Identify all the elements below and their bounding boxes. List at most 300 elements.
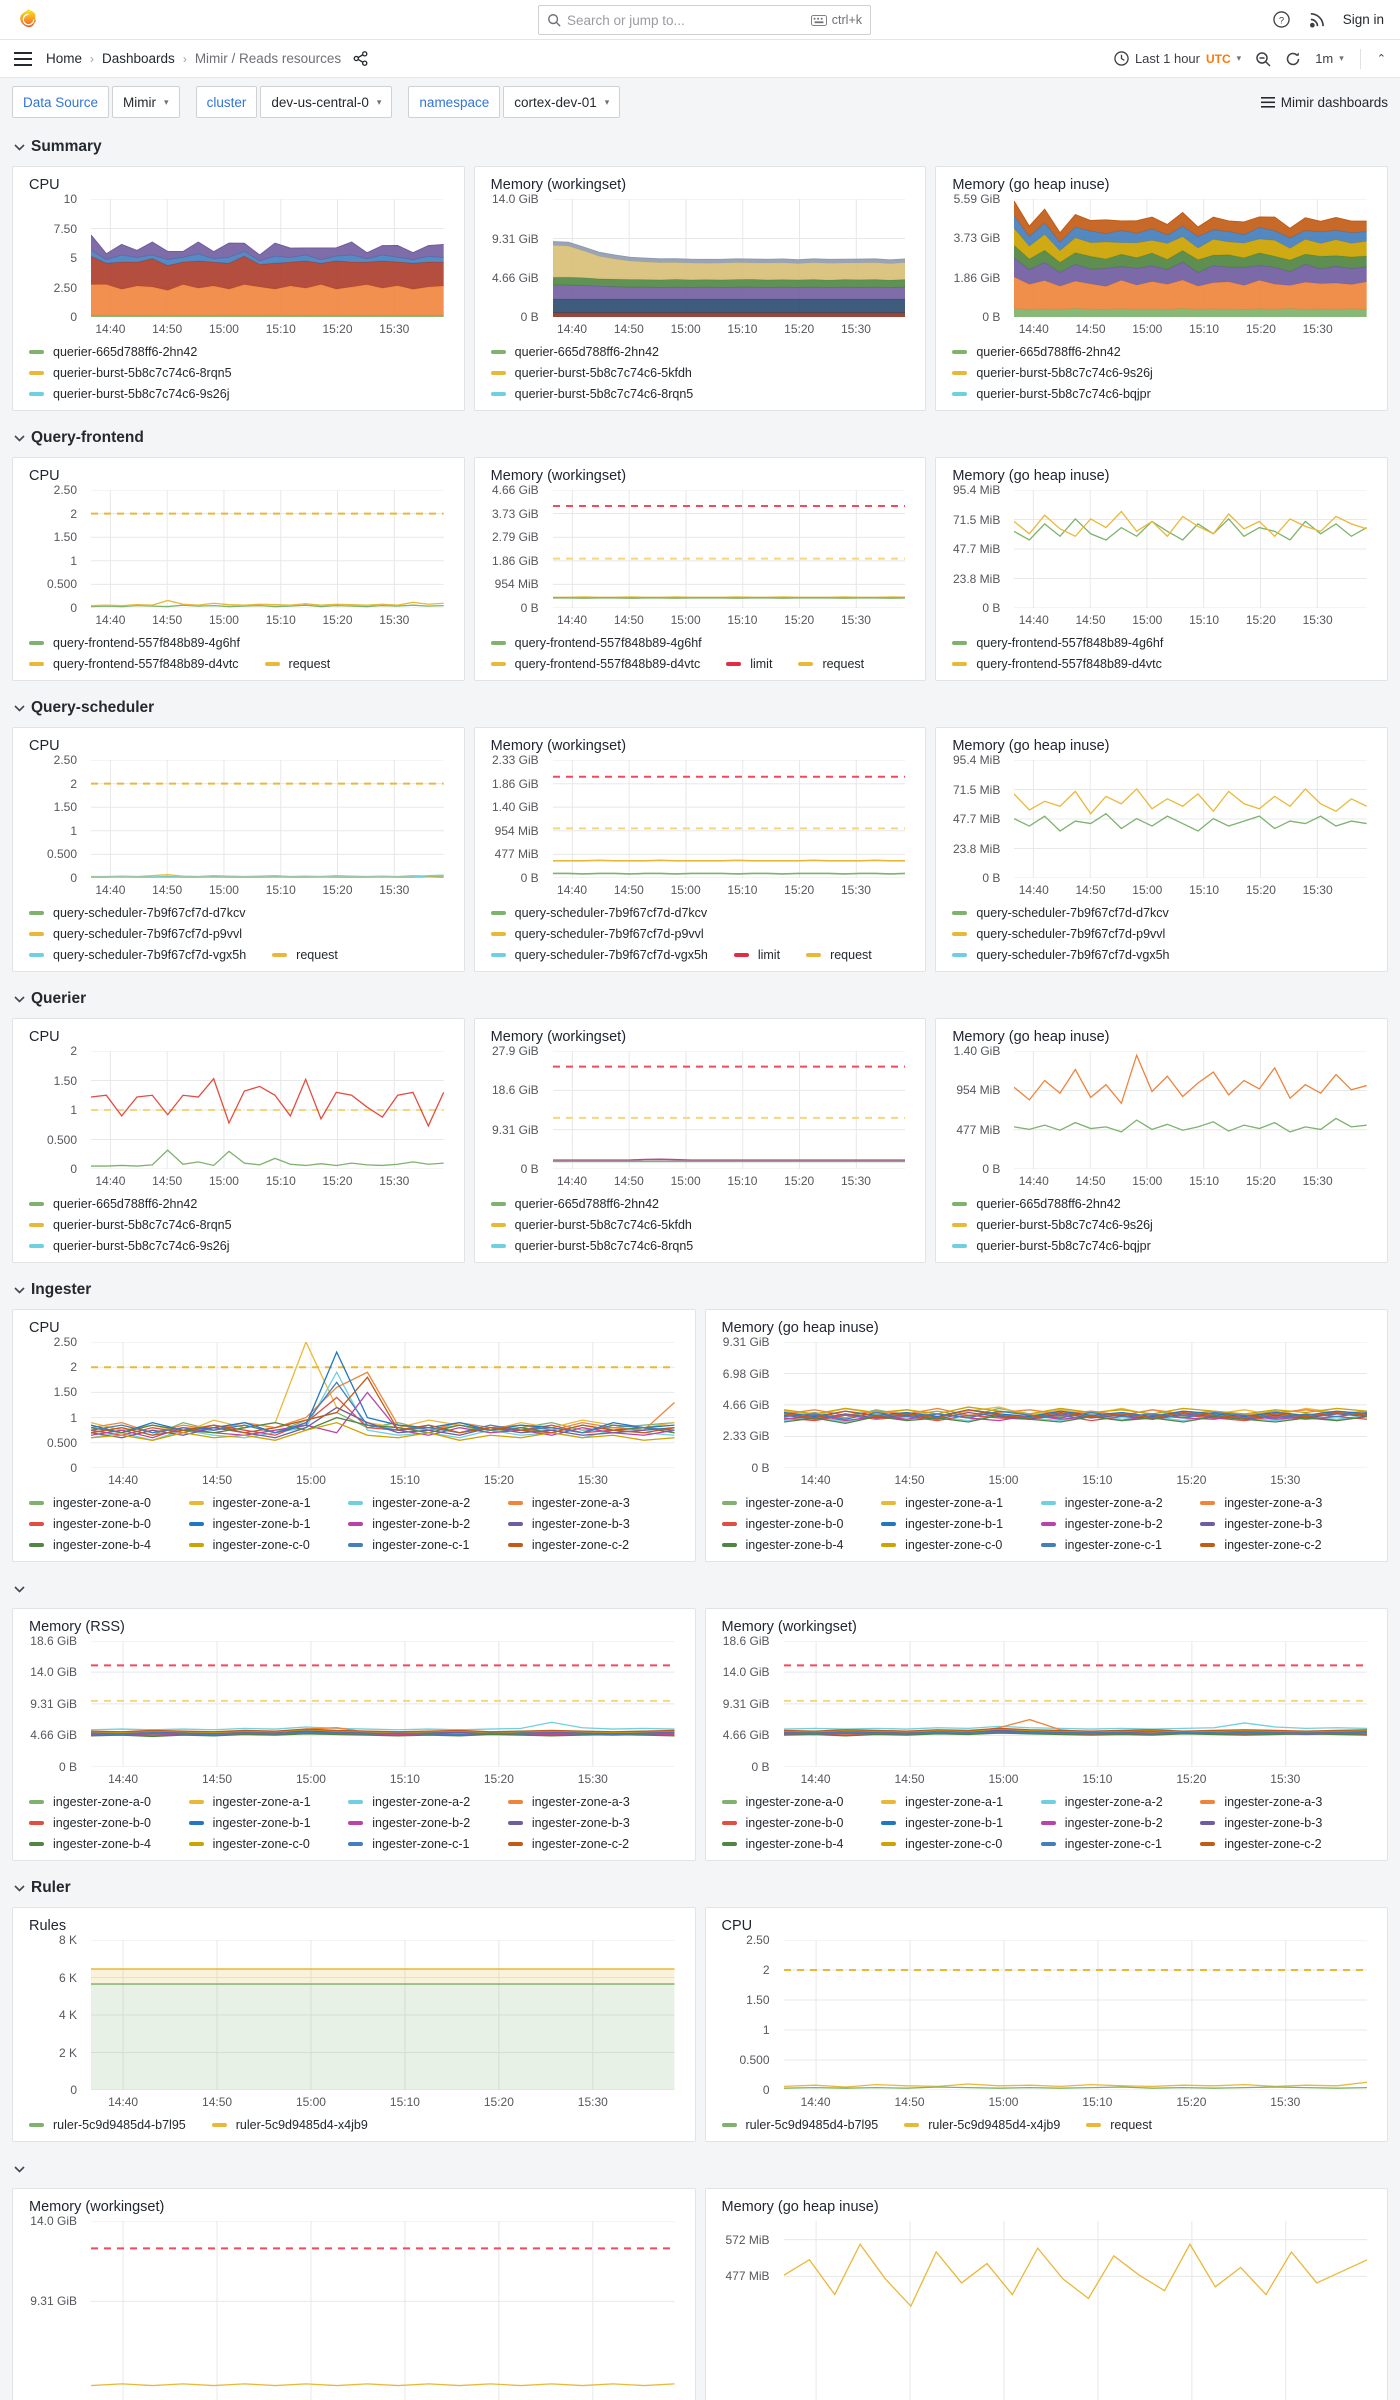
panel-title[interactable]: Memory (go heap inuse): [952, 468, 1110, 484]
series-swatch: [29, 1522, 44, 1526]
panel-title[interactable]: Memory (go heap inuse): [952, 1029, 1110, 1045]
legend-item[interactable]: query-scheduler-7b9f67cf7d-vgx5h: [952, 948, 1169, 962]
legend-item[interactable]: querier-burst-5b8c7c74c6-8rqn5: [491, 387, 694, 401]
chevron-down-icon: [14, 1885, 25, 1892]
panel-title[interactable]: Memory (workingset): [490, 1029, 627, 1045]
panel-title[interactable]: Memory (workingset): [29, 2199, 165, 2215]
legend-item[interactable]: ingester-zone-b-1: [189, 1812, 349, 1833]
series-swatch: [29, 662, 44, 666]
chevron-down-icon: [14, 435, 25, 442]
chart-area[interactable]: [722, 1335, 1368, 1475]
legend-item[interactable]: ingester-zone-c-1: [1041, 1833, 1201, 1854]
legend-item[interactable]: ingester-zone-b-0: [722, 1812, 882, 1833]
namespace-select[interactable]: cortex-dev-01 ▾: [503, 86, 620, 118]
chart-area[interactable]: [491, 753, 906, 885]
series-swatch: [491, 911, 506, 915]
series-swatch: [952, 911, 967, 915]
legend-item[interactable]: query-frontend-557f848b89-4g6hf: [29, 636, 240, 650]
chart-area[interactable]: [725, 2221, 1368, 2400]
x-axis-tick: 14:40: [800, 1772, 831, 1786]
series-swatch: [29, 1821, 44, 1825]
legend-item[interactable]: ingester-zone-b-2: [1041, 1812, 1201, 1833]
cluster-select[interactable]: dev-us-central-0 ▾: [260, 86, 392, 118]
panel-memory-workingset: [705, 1608, 1389, 1861]
y-axis-tick: 1.40 GiB: [491, 800, 539, 815]
series-swatch: [348, 1821, 363, 1825]
plot-canvas: [91, 199, 444, 317]
legend-item[interactable]: ingester-zone-b-1: [189, 1513, 349, 1534]
series-swatch: [29, 1223, 44, 1227]
x-axis-tick: 14:50: [1075, 322, 1106, 336]
legend-item[interactable]: query-scheduler-7b9f67cf7d-d7kcv: [491, 906, 707, 920]
legend-item[interactable]: querier-665d788ff6-2hn42: [952, 345, 1120, 359]
legend-item[interactable]: querier-burst-5b8c7c74c6-bqjpr: [952, 387, 1150, 401]
panel-legend: [722, 1791, 1374, 1854]
y-axis-tick: 1.86 GiB: [491, 776, 539, 791]
chart-area[interactable]: [952, 753, 1367, 885]
y-axis-tick: 4.66 GiB: [491, 270, 539, 285]
variable-namespace: [408, 86, 620, 118]
x-axis: [91, 317, 444, 337]
panel-memory-go-heap-inuse: [935, 1018, 1388, 1263]
chart-area[interactable]: [953, 1044, 1367, 1176]
chart-area[interactable]: [491, 1044, 906, 1176]
panel-rules: [12, 1907, 696, 2142]
panel-memory-workingset: [474, 1018, 927, 1263]
legend-item[interactable]: ingester-zone-c-2: [508, 1534, 668, 1555]
y-axis-tick: 2.33 GiB: [491, 753, 539, 767]
y-axis-tick: 95.4 MiB: [952, 753, 1001, 767]
series-swatch: [29, 392, 44, 396]
news-rss-icon[interactable]: [1308, 11, 1325, 28]
y-axis-tick: 9.31 GiB: [722, 1696, 770, 1711]
legend-item[interactable]: ingester-zone-b-0: [722, 1513, 882, 1534]
panel-title[interactable]: Rules: [29, 1918, 67, 1934]
y-axis-tick: 477 MiB: [725, 2269, 770, 2284]
breadcrumb-bar: [0, 40, 1400, 78]
y-axis-tick: 23.8 MiB: [952, 841, 1001, 856]
legend-item[interactable]: query-scheduler-7b9f67cf7d-p9vvl: [29, 927, 242, 941]
legend-item[interactable]: ingester-zone-a-0: [29, 1791, 189, 1812]
top-nav: [0, 0, 1400, 40]
series-swatch: [491, 662, 506, 666]
series-swatch: [212, 2123, 227, 2127]
legend-item[interactable]: request: [798, 657, 864, 671]
series-swatch: [348, 1543, 363, 1547]
plot-canvas: [91, 1051, 444, 1169]
legend-item[interactable]: ingester-zone-c-2: [1200, 1534, 1360, 1555]
legend-item[interactable]: ruler-5c9d9485d4-x4jb9: [212, 2118, 368, 2132]
share-icon[interactable]: [353, 51, 368, 66]
breadcrumb-separator: ›: [182, 51, 187, 66]
x-axis-tick: 14:50: [1075, 1174, 1106, 1188]
help-icon[interactable]: [1273, 11, 1290, 28]
legend-item[interactable]: request: [1086, 2118, 1152, 2132]
legend-item[interactable]: ingester-zone-c-0: [881, 1833, 1041, 1854]
datasource-select[interactable]: Mimir ▾: [112, 86, 180, 118]
chart-area[interactable]: [739, 1933, 1368, 2097]
chart-area[interactable]: [722, 1634, 1368, 1774]
panel-row: [12, 1018, 1388, 1263]
x-axis-tick: 15:20: [1245, 613, 1276, 627]
series-swatch: [29, 641, 44, 645]
series-swatch: [189, 1522, 204, 1526]
x-axis-tick: 14:50: [1075, 613, 1106, 627]
legend-item[interactable]: ingester-zone-a-2: [1041, 1492, 1201, 1513]
legend-item[interactable]: ingester-zone-a-1: [881, 1492, 1041, 1513]
x-axis-tick: 15:10: [265, 1174, 296, 1188]
section-header-ingester[interactable]: Ingester: [14, 1275, 1388, 1305]
legend-item[interactable]: ingester-zone-c-1: [348, 1833, 508, 1854]
legend-item[interactable]: querier-burst-5b8c7c74c6-8rqn5: [29, 366, 232, 380]
y-axis-tick: 1.40 GiB: [953, 1044, 1001, 1058]
panel-row: [12, 1907, 1388, 2142]
series-swatch: [508, 1842, 523, 1846]
legend-item[interactable]: ruler-5c9d9485d4-x4jb9: [904, 2118, 1060, 2132]
section-row-toggle[interactable]: [14, 1574, 1388, 1604]
legend-item[interactable]: ingester-zone-c-0: [881, 1534, 1041, 1555]
panel-title[interactable]: Memory (workingset): [490, 177, 627, 193]
chevron-down-icon: [14, 705, 25, 712]
chart-area[interactable]: [491, 192, 906, 324]
legend-item[interactable]: ingester-zone-b-2: [348, 1812, 508, 1833]
y-axis-tick: 4.66 GiB: [30, 1728, 77, 1743]
legend-item[interactable]: query-frontend-557f848b89-d4vtc: [952, 657, 1162, 671]
panel-title[interactable]: CPU: [29, 1320, 60, 1336]
legend-item[interactable]: querier-burst-5b8c7c74c6-5kfdh: [491, 366, 692, 380]
panel-title[interactable]: CPU: [29, 738, 60, 754]
legend-item[interactable]: ingester-zone-b-3: [508, 1812, 668, 1833]
series-swatch: [904, 2123, 919, 2127]
y-axis-tick: 0.500: [46, 1435, 77, 1450]
legend-item[interactable]: query-frontend-557f848b89-4g6hf: [491, 636, 702, 650]
x-axis-tick: 15:10: [727, 322, 758, 336]
series-swatch: [881, 1821, 896, 1825]
series-swatch: [881, 1800, 896, 1804]
x-axis-tick: 14:40: [95, 883, 126, 897]
panel-legend: [722, 2114, 1374, 2135]
chart-area[interactable]: [46, 753, 444, 885]
legend-item[interactable]: ingester-zone-b-4: [722, 1833, 882, 1854]
y-axis-tick: 1: [70, 553, 77, 568]
panel-title[interactable]: Memory (go heap inuse): [721, 2199, 879, 2215]
y-axis-tick: 0: [70, 2083, 77, 2097]
legend-item[interactable]: query-frontend-557f848b89-4g6hf: [952, 636, 1163, 650]
series-swatch: [734, 953, 749, 957]
panel-title[interactable]: Memory (go heap inuse): [721, 1320, 879, 1336]
legend-item[interactable]: limit: [726, 657, 772, 671]
x-axis-tick: 14:40: [800, 1473, 831, 1487]
x-axis: [1014, 1169, 1367, 1189]
refresh-icon[interactable]: [1285, 51, 1301, 67]
x-axis-tick: 15:10: [1189, 1174, 1220, 1188]
legend-item[interactable]: ingester-zone-b-0: [29, 1513, 189, 1534]
series-swatch: [29, 2123, 44, 2127]
x-axis: [91, 2090, 675, 2110]
section-header-summary[interactable]: Summary: [14, 132, 1388, 162]
chart-area[interactable]: [953, 192, 1367, 324]
legend-item[interactable]: request: [265, 657, 331, 671]
legend-item[interactable]: ingester-zone-b-1: [881, 1513, 1041, 1534]
legend-item[interactable]: ingester-zone-c-2: [508, 1833, 668, 1854]
chart-area[interactable]: [952, 483, 1367, 615]
breadcrumb-dashboards[interactable]: Dashboards: [102, 51, 175, 66]
x-axis-tick: 14:50: [613, 613, 644, 627]
zoom-out-icon[interactable]: [1255, 51, 1271, 67]
legend-item[interactable]: ingester-zone-b-3: [1200, 1812, 1360, 1833]
legend-item[interactable]: ingester-zone-b-2: [348, 1513, 508, 1534]
x-axis-tick: 14:40: [1018, 883, 1049, 897]
legend-item[interactable]: ingester-zone-b-2: [1041, 1513, 1201, 1534]
x-axis: [91, 878, 444, 898]
x-axis: [553, 878, 906, 898]
legend-item[interactable]: querier-burst-5b8c7c74c6-9s26j: [952, 366, 1152, 380]
y-axis-tick: 954 MiB: [956, 1083, 1001, 1098]
chart-area[interactable]: [58, 1933, 675, 2097]
legend-item[interactable]: querier-665d788ff6-2hn42: [29, 345, 197, 359]
legend-item[interactable]: ingester-zone-a-1: [189, 1791, 349, 1812]
y-axis-tick: 9.31 GiB: [30, 1696, 77, 1711]
panel-legend: [29, 1193, 450, 1256]
legend-item[interactable]: query-frontend-557f848b89-d4vtc: [29, 657, 239, 671]
y-axis-tick: 2.33 GiB: [722, 1429, 770, 1444]
x-axis-tick: 15:00: [988, 1473, 1019, 1487]
search-bar[interactable]: [538, 5, 871, 35]
legend-item[interactable]: ingester-zone-a-3: [508, 1492, 668, 1513]
series-swatch: [491, 1223, 506, 1227]
section-header-query-frontend[interactable]: Query-frontend: [14, 423, 1388, 453]
y-axis-tick: 5.59 GiB: [953, 192, 1001, 206]
legend-item[interactable]: ingester-zone-a-0: [29, 1492, 189, 1513]
legend-item[interactable]: querier-665d788ff6-2hn42: [952, 1197, 1120, 1211]
menu-icon[interactable]: [14, 52, 32, 66]
legend-item[interactable]: ingester-zone-c-1: [1041, 1534, 1201, 1555]
x-axis-tick: 15:30: [1302, 613, 1333, 627]
legend-item[interactable]: ingester-zone-b-3: [508, 1513, 668, 1534]
series-swatch: [508, 1800, 523, 1804]
y-axis-tick: 0 B: [520, 310, 539, 324]
legend-item[interactable]: ingester-zone-b-0: [29, 1812, 189, 1833]
y-axis-tick: 14.0 GiB: [30, 2214, 77, 2228]
timezone-badge: UTC: [1205, 51, 1231, 66]
x-axis-tick: 14:50: [152, 1174, 183, 1188]
legend-item[interactable]: ingester-zone-a-3: [1200, 1492, 1360, 1513]
series-swatch: [491, 371, 506, 375]
section-header-query-scheduler[interactable]: Query-scheduler: [14, 693, 1388, 723]
breadcrumb: [46, 51, 368, 66]
chart-area[interactable]: [30, 1634, 675, 1774]
legend-item[interactable]: ingester-zone-c-2: [1200, 1833, 1360, 1854]
x-axis-tick: 14:40: [1018, 322, 1049, 336]
legend-item[interactable]: query-scheduler-7b9f67cf7d-vgx5h: [29, 948, 246, 962]
legend-item[interactable]: querier-burst-5b8c7c74c6-9s26j: [952, 1218, 1152, 1232]
panel-title[interactable]: Memory (workingset): [490, 738, 627, 754]
series-swatch: [1041, 1543, 1056, 1547]
legend-item[interactable]: querier-burst-5b8c7c74c6-8rqn5: [491, 1239, 694, 1253]
panel-legend: [29, 341, 450, 404]
chart-area[interactable]: [46, 1044, 444, 1176]
breadcrumb-home[interactable]: Home: [46, 51, 83, 66]
y-axis-tick: 1.50: [746, 1993, 770, 2007]
legend-item[interactable]: querier-burst-5b8c7c74c6-bqjpr: [952, 1239, 1150, 1253]
x-axis-tick: 14:40: [95, 613, 126, 627]
legend-item[interactable]: ingester-zone-a-2: [348, 1492, 508, 1513]
legend-item[interactable]: query-scheduler-7b9f67cf7d-d7kcv: [952, 906, 1168, 920]
y-axis-tick: 0 B: [58, 1760, 77, 1774]
legend-item[interactable]: ingester-zone-b-1: [881, 1812, 1041, 1833]
panel-title[interactable]: CPU: [29, 1029, 60, 1045]
panel-title[interactable]: Memory (workingset): [490, 468, 627, 484]
legend-item[interactable]: ingester-zone-c-0: [189, 1534, 349, 1555]
y-axis-tick: 0: [70, 310, 77, 324]
x-axis-tick: 15:10: [1189, 883, 1220, 897]
time-range-picker[interactable]: Last 1 hour UTC ▾: [1114, 51, 1241, 66]
series-swatch: [348, 1842, 363, 1846]
divider: [1360, 49, 1361, 69]
legend-item[interactable]: ingester-zone-a-2: [1041, 1791, 1201, 1812]
legend-item[interactable]: querier-burst-5b8c7c74c6-5kfdh: [491, 1218, 692, 1232]
chart-area[interactable]: [46, 483, 444, 615]
x-axis-tick: 15:20: [483, 1473, 514, 1487]
legend-item[interactable]: querier-burst-5b8c7c74c6-9s26j: [29, 1239, 229, 1253]
legend-item[interactable]: query-scheduler-7b9f67cf7d-p9vvl: [491, 927, 704, 941]
legend-item[interactable]: ingester-zone-b-4: [722, 1534, 882, 1555]
chevron-down-icon: ▾: [164, 96, 169, 107]
panel-title[interactable]: CPU: [721, 1918, 753, 1934]
legend-item[interactable]: ingester-zone-a-1: [189, 1492, 349, 1513]
sign-in-link[interactable]: Sign in: [1342, 12, 1384, 27]
legend-item[interactable]: ingester-zone-a-1: [881, 1791, 1041, 1812]
legend-item[interactable]: ingester-zone-a-3: [1200, 1791, 1360, 1812]
legend-item[interactable]: limit: [734, 948, 780, 962]
legend-item[interactable]: querier-665d788ff6-2hn42: [491, 345, 659, 359]
section-header-querier[interactable]: Querier: [14, 984, 1388, 1014]
x-axis-tick: 15:00: [670, 322, 701, 336]
panel-row: [12, 2188, 1388, 2400]
series-swatch: [272, 953, 287, 957]
panel-memory-workingset: [12, 2188, 696, 2400]
series-swatch: [722, 1543, 737, 1547]
series-swatch: [952, 953, 967, 957]
chart-area[interactable]: [46, 1335, 675, 1475]
mimir-dashboards-button[interactable]: Mimir dashboards: [1261, 95, 1388, 110]
panel-legend: [29, 902, 450, 965]
series-swatch: [726, 662, 741, 666]
legend-item[interactable]: querier-burst-5b8c7c74c6-9s26j: [29, 387, 229, 401]
legend-item[interactable]: querier-burst-5b8c7c74c6-8rqn5: [29, 1218, 232, 1232]
y-axis-tick: 2.50: [746, 1933, 770, 1947]
legend-item[interactable]: ingester-zone-a-0: [722, 1791, 882, 1812]
y-axis-tick: 2: [70, 776, 77, 791]
panel-cpu: [705, 1907, 1389, 2142]
legend-item[interactable]: querier-665d788ff6-2hn42: [491, 1197, 659, 1211]
x-axis: [91, 1169, 444, 1189]
y-axis-tick: 2: [70, 506, 77, 521]
x-axis-tick: 15:00: [208, 1174, 239, 1188]
x-axis-tick: 14:50: [202, 2095, 233, 2109]
y-axis-tick: 1.50: [53, 530, 77, 545]
legend-item[interactable]: ingester-zone-a-3: [508, 1791, 668, 1812]
legend-item[interactable]: ingester-zone-c-1: [348, 1534, 508, 1555]
legend-item[interactable]: query-scheduler-7b9f67cf7d-vgx5h: [491, 948, 708, 962]
series-swatch: [952, 1223, 967, 1227]
series-swatch: [952, 1244, 967, 1248]
chart-area[interactable]: [30, 2214, 675, 2400]
grafana-logo-icon[interactable]: [16, 7, 41, 32]
y-axis-tick: 47.7 MiB: [952, 542, 1001, 556]
variable-label: Data Source: [12, 86, 109, 118]
legend-item[interactable]: request: [272, 948, 338, 962]
legend-item[interactable]: ruler-5c9d9485d4-b7l95: [722, 2118, 879, 2132]
panel-legend: [491, 1193, 912, 1256]
y-axis-tick: 4.66 GiB: [722, 1397, 770, 1412]
y-axis-tick: 47.7 MiB: [952, 812, 1001, 826]
legend-item[interactable]: ingester-zone-a-2: [348, 1791, 508, 1812]
legend-item[interactable]: querier-665d788ff6-2hn42: [29, 1197, 197, 1211]
chart-area[interactable]: [491, 483, 906, 615]
x-axis: [1014, 317, 1367, 337]
chart-area[interactable]: [53, 192, 444, 324]
chevron-down-icon: [14, 996, 25, 1003]
panel-title[interactable]: Memory (go heap inuse): [952, 177, 1110, 193]
y-axis-tick: 6.98 GiB: [722, 1366, 770, 1381]
x-axis-tick: 15:30: [379, 322, 410, 336]
legend-item[interactable]: query-scheduler-7b9f67cf7d-d7kcv: [29, 906, 245, 920]
panel-legend: [29, 1492, 681, 1555]
x-axis: [784, 1468, 1368, 1488]
section-row-toggle[interactable]: [14, 2154, 1388, 2184]
x-axis-tick: 15:00: [670, 1174, 701, 1188]
legend-item[interactable]: request: [806, 948, 872, 962]
y-axis-tick: 9.31 GiB: [722, 1335, 770, 1349]
x-axis: [553, 1169, 906, 1189]
series-swatch: [1041, 1821, 1056, 1825]
series-swatch: [952, 1202, 967, 1206]
panel-title[interactable]: Memory (workingset): [721, 1619, 857, 1635]
legend-item[interactable]: ingester-zone-c-0: [189, 1833, 349, 1854]
plot-canvas: [784, 1940, 1368, 2090]
y-axis-tick: 477 MiB: [956, 1122, 1001, 1137]
legend-item[interactable]: ingester-zone-b-3: [1200, 1513, 1360, 1534]
refresh-interval-select[interactable]: 1m ▾: [1315, 51, 1344, 66]
section-header-ruler[interactable]: Ruler: [14, 1873, 1388, 1903]
panel-title[interactable]: CPU: [29, 468, 60, 484]
panel-title[interactable]: Memory (RSS): [29, 1619, 125, 1635]
panel-title[interactable]: Memory (go heap inuse): [952, 738, 1110, 754]
legend-item[interactable]: ingester-zone-a-0: [722, 1492, 882, 1513]
chevron-down-icon: [14, 1287, 25, 1294]
collapse-controls-icon[interactable]: ⌃: [1376, 53, 1386, 65]
series-swatch: [491, 932, 506, 936]
legend-item[interactable]: ingester-zone-b-4: [29, 1534, 189, 1555]
legend-item[interactable]: query-scheduler-7b9f67cf7d-p9vvl: [952, 927, 1165, 941]
series-swatch: [29, 1800, 44, 1804]
y-axis: [716, 1933, 776, 2097]
series-swatch: [952, 641, 967, 645]
legend-item[interactable]: ruler-5c9d9485d4-b7l95: [29, 2118, 186, 2132]
y-axis-tick: 0.500: [46, 1132, 77, 1147]
search-input[interactable]: [567, 13, 811, 28]
series-swatch: [508, 1821, 523, 1825]
series-swatch: [265, 662, 280, 666]
plot-canvas: [91, 1342, 675, 1468]
series-swatch: [952, 350, 967, 354]
panel-title[interactable]: CPU: [29, 177, 60, 193]
legend-item[interactable]: query-frontend-557f848b89-d4vtc: [491, 657, 701, 671]
legend-item[interactable]: ingester-zone-b-4: [29, 1833, 189, 1854]
series-swatch: [1041, 1522, 1056, 1526]
chevron-down-icon: ▾: [1339, 53, 1344, 63]
